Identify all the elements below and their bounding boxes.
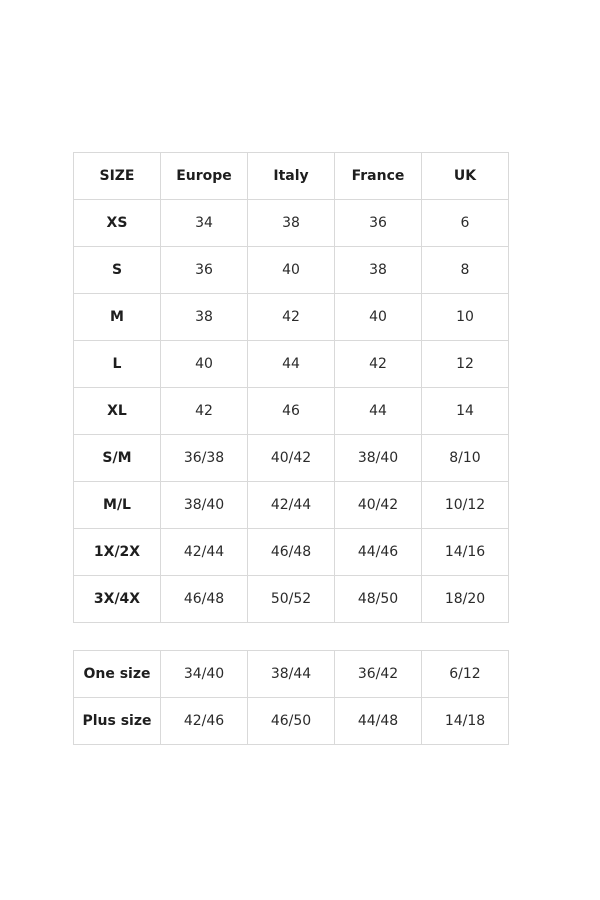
italy-cell: 42/44	[248, 482, 335, 529]
size-label: S/M	[74, 435, 161, 482]
uk-cell: 14/16	[422, 529, 509, 576]
size-label: M/L	[74, 482, 161, 529]
europe-cell: 40	[161, 341, 248, 388]
france-cell: 36	[335, 200, 422, 247]
uk-cell: 14	[422, 388, 509, 435]
uk-cell: 8	[422, 247, 509, 294]
uk-cell: 12	[422, 341, 509, 388]
table-row	[74, 294, 509, 341]
table-row	[74, 388, 509, 435]
france-cell: 40	[335, 294, 422, 341]
header-europe: Europe	[161, 153, 248, 200]
uk-cell: 10/12	[422, 482, 509, 529]
europe-cell: 34	[161, 200, 248, 247]
europe-cell: 38	[161, 294, 248, 341]
uk-cell: 8/10	[422, 435, 509, 482]
header-size: SIZE	[74, 153, 161, 200]
italy-cell: 40/42	[248, 435, 335, 482]
uk-cell: 6	[422, 200, 509, 247]
france-cell: 38	[335, 247, 422, 294]
europe-cell: 36/38	[161, 435, 248, 482]
size-label: M	[74, 294, 161, 341]
italy-cell: 44	[248, 341, 335, 388]
size-label: Plus size	[74, 698, 161, 745]
size-label: S	[74, 247, 161, 294]
table-row	[74, 651, 509, 698]
italy-cell: 46	[248, 388, 335, 435]
europe-cell: 38/40	[161, 482, 248, 529]
table-row	[74, 435, 509, 482]
uk-cell: 6/12	[422, 651, 509, 698]
italy-cell: 40	[248, 247, 335, 294]
size-label: L	[74, 341, 161, 388]
table-header-row	[74, 153, 509, 200]
size-label: 3X/4X	[74, 576, 161, 623]
size-label: XL	[74, 388, 161, 435]
europe-cell: 46/48	[161, 576, 248, 623]
uk-cell: 10	[422, 294, 509, 341]
france-cell: 44/48	[335, 698, 422, 745]
europe-cell: 42/44	[161, 529, 248, 576]
table-row	[74, 482, 509, 529]
france-cell: 44	[335, 388, 422, 435]
italy-cell: 50/52	[248, 576, 335, 623]
size-label: 1X/2X	[74, 529, 161, 576]
table-row	[74, 341, 509, 388]
france-cell: 42	[335, 341, 422, 388]
size-label: One size	[74, 651, 161, 698]
size-conversion-table	[73, 152, 509, 623]
france-cell: 36/42	[335, 651, 422, 698]
table-row	[74, 576, 509, 623]
italy-cell: 38/44	[248, 651, 335, 698]
italy-cell: 46/48	[248, 529, 335, 576]
header-france: France	[335, 153, 422, 200]
europe-cell: 42/46	[161, 698, 248, 745]
italy-cell: 38	[248, 200, 335, 247]
header-italy: Italy	[248, 153, 335, 200]
uk-cell: 18/20	[422, 576, 509, 623]
france-cell: 40/42	[335, 482, 422, 529]
france-cell: 48/50	[335, 576, 422, 623]
europe-cell: 36	[161, 247, 248, 294]
table-row	[74, 200, 509, 247]
table-row	[74, 698, 509, 745]
extra-sizes-table	[73, 650, 509, 745]
table-row	[74, 247, 509, 294]
italy-cell: 42	[248, 294, 335, 341]
europe-cell: 42	[161, 388, 248, 435]
france-cell: 44/46	[335, 529, 422, 576]
france-cell: 38/40	[335, 435, 422, 482]
europe-cell: 34/40	[161, 651, 248, 698]
uk-cell: 14/18	[422, 698, 509, 745]
header-uk: UK	[422, 153, 509, 200]
italy-cell: 46/50	[248, 698, 335, 745]
table-row	[74, 529, 509, 576]
size-label: XS	[74, 200, 161, 247]
